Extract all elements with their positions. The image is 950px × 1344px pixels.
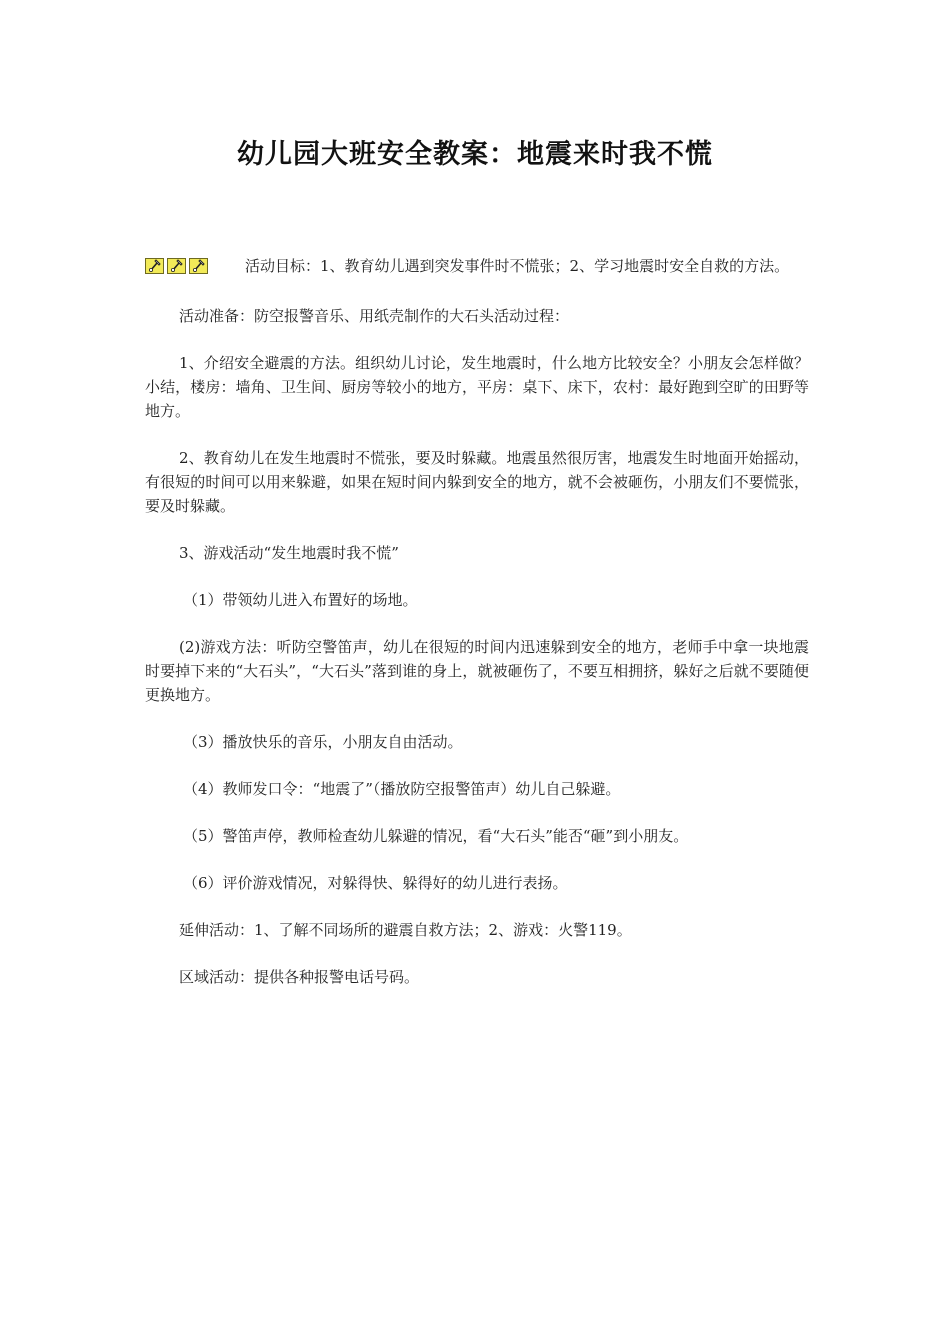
paragraph-preparation: 活动准备：防空报警音乐、用纸壳制作的大石头活动过程：	[179, 307, 570, 325]
hammer-icon	[145, 258, 164, 274]
paragraph-game-6: （6）评价游戏情况，对躲得快、躲得好的幼儿进行表扬。	[183, 874, 568, 892]
paragraph-step-2: 2、教育幼儿在发生地震时不慌张，要及时躲藏。地震虽然很厉害，地震发生时地面开始摇动，有很短的时间可以用来躲避，如果在短时间内躲到安全的地方，就不会被砸伤，小朋友们不要慌张，要及时躲藏。	[145, 449, 809, 515]
paragraph-game-2: (2)游戏方法：听防空警笛声，幼儿在很短的时间内迅速躲到安全的地方，老师手中拿一块地震时要掉下来的“大石头”，“大石头”落到谁的身上，就被砸伤了，不要互相拥挤，躲好之后就不要随便更换地方。	[145, 638, 809, 704]
paragraph-game-5: （5）警笛声停，教师检查幼儿躲避的情况，看“大石头”能否“砸”到小朋友。	[183, 827, 689, 845]
document-title: 幼儿园大班安全教案：地震来时我不慌	[237, 139, 713, 170]
paragraph-extension: 延伸活动：1、了解不同场所的避震自救方法；2、游戏：火警119。	[179, 921, 632, 939]
paragraph-step-3: 3、游戏活动“发生地震时我不慌”	[179, 544, 399, 562]
paragraph-game-3: （3）播放快乐的音乐，小朋友自由活动。	[183, 733, 463, 751]
hammer-icon	[189, 258, 208, 274]
paragraph-step-1: 1、介绍安全避震的方法。组织幼儿讨论，发生地震时，什么地方比较安全？小朋友会怎样做？小结，楼房：墙角、卫生间、厨房等较小的地方，平房：桌下、床下，农村：最好跑到空旷的田野等地方。	[145, 354, 809, 420]
document-body	[145, 254, 809, 1012]
paragraph-game-4: （4）教师发口令：“地震了”（播放防空报警笛声）幼儿自己躲避。	[183, 780, 621, 798]
hammer-icon	[167, 258, 186, 274]
decorative-icon-strip	[145, 257, 211, 281]
paragraph-game-1: （1）带领幼儿进入布置好的场地。	[183, 591, 418, 609]
paragraph-activity-goal	[145, 254, 809, 281]
paragraph-area-activity: 区域活动：提供各种报警电话号码。	[179, 968, 420, 986]
paragraph-text: 活动目标：1、教育幼儿遇到突发事件时不慌张；2、学习地震时安全自救的方法。	[245, 257, 790, 275]
